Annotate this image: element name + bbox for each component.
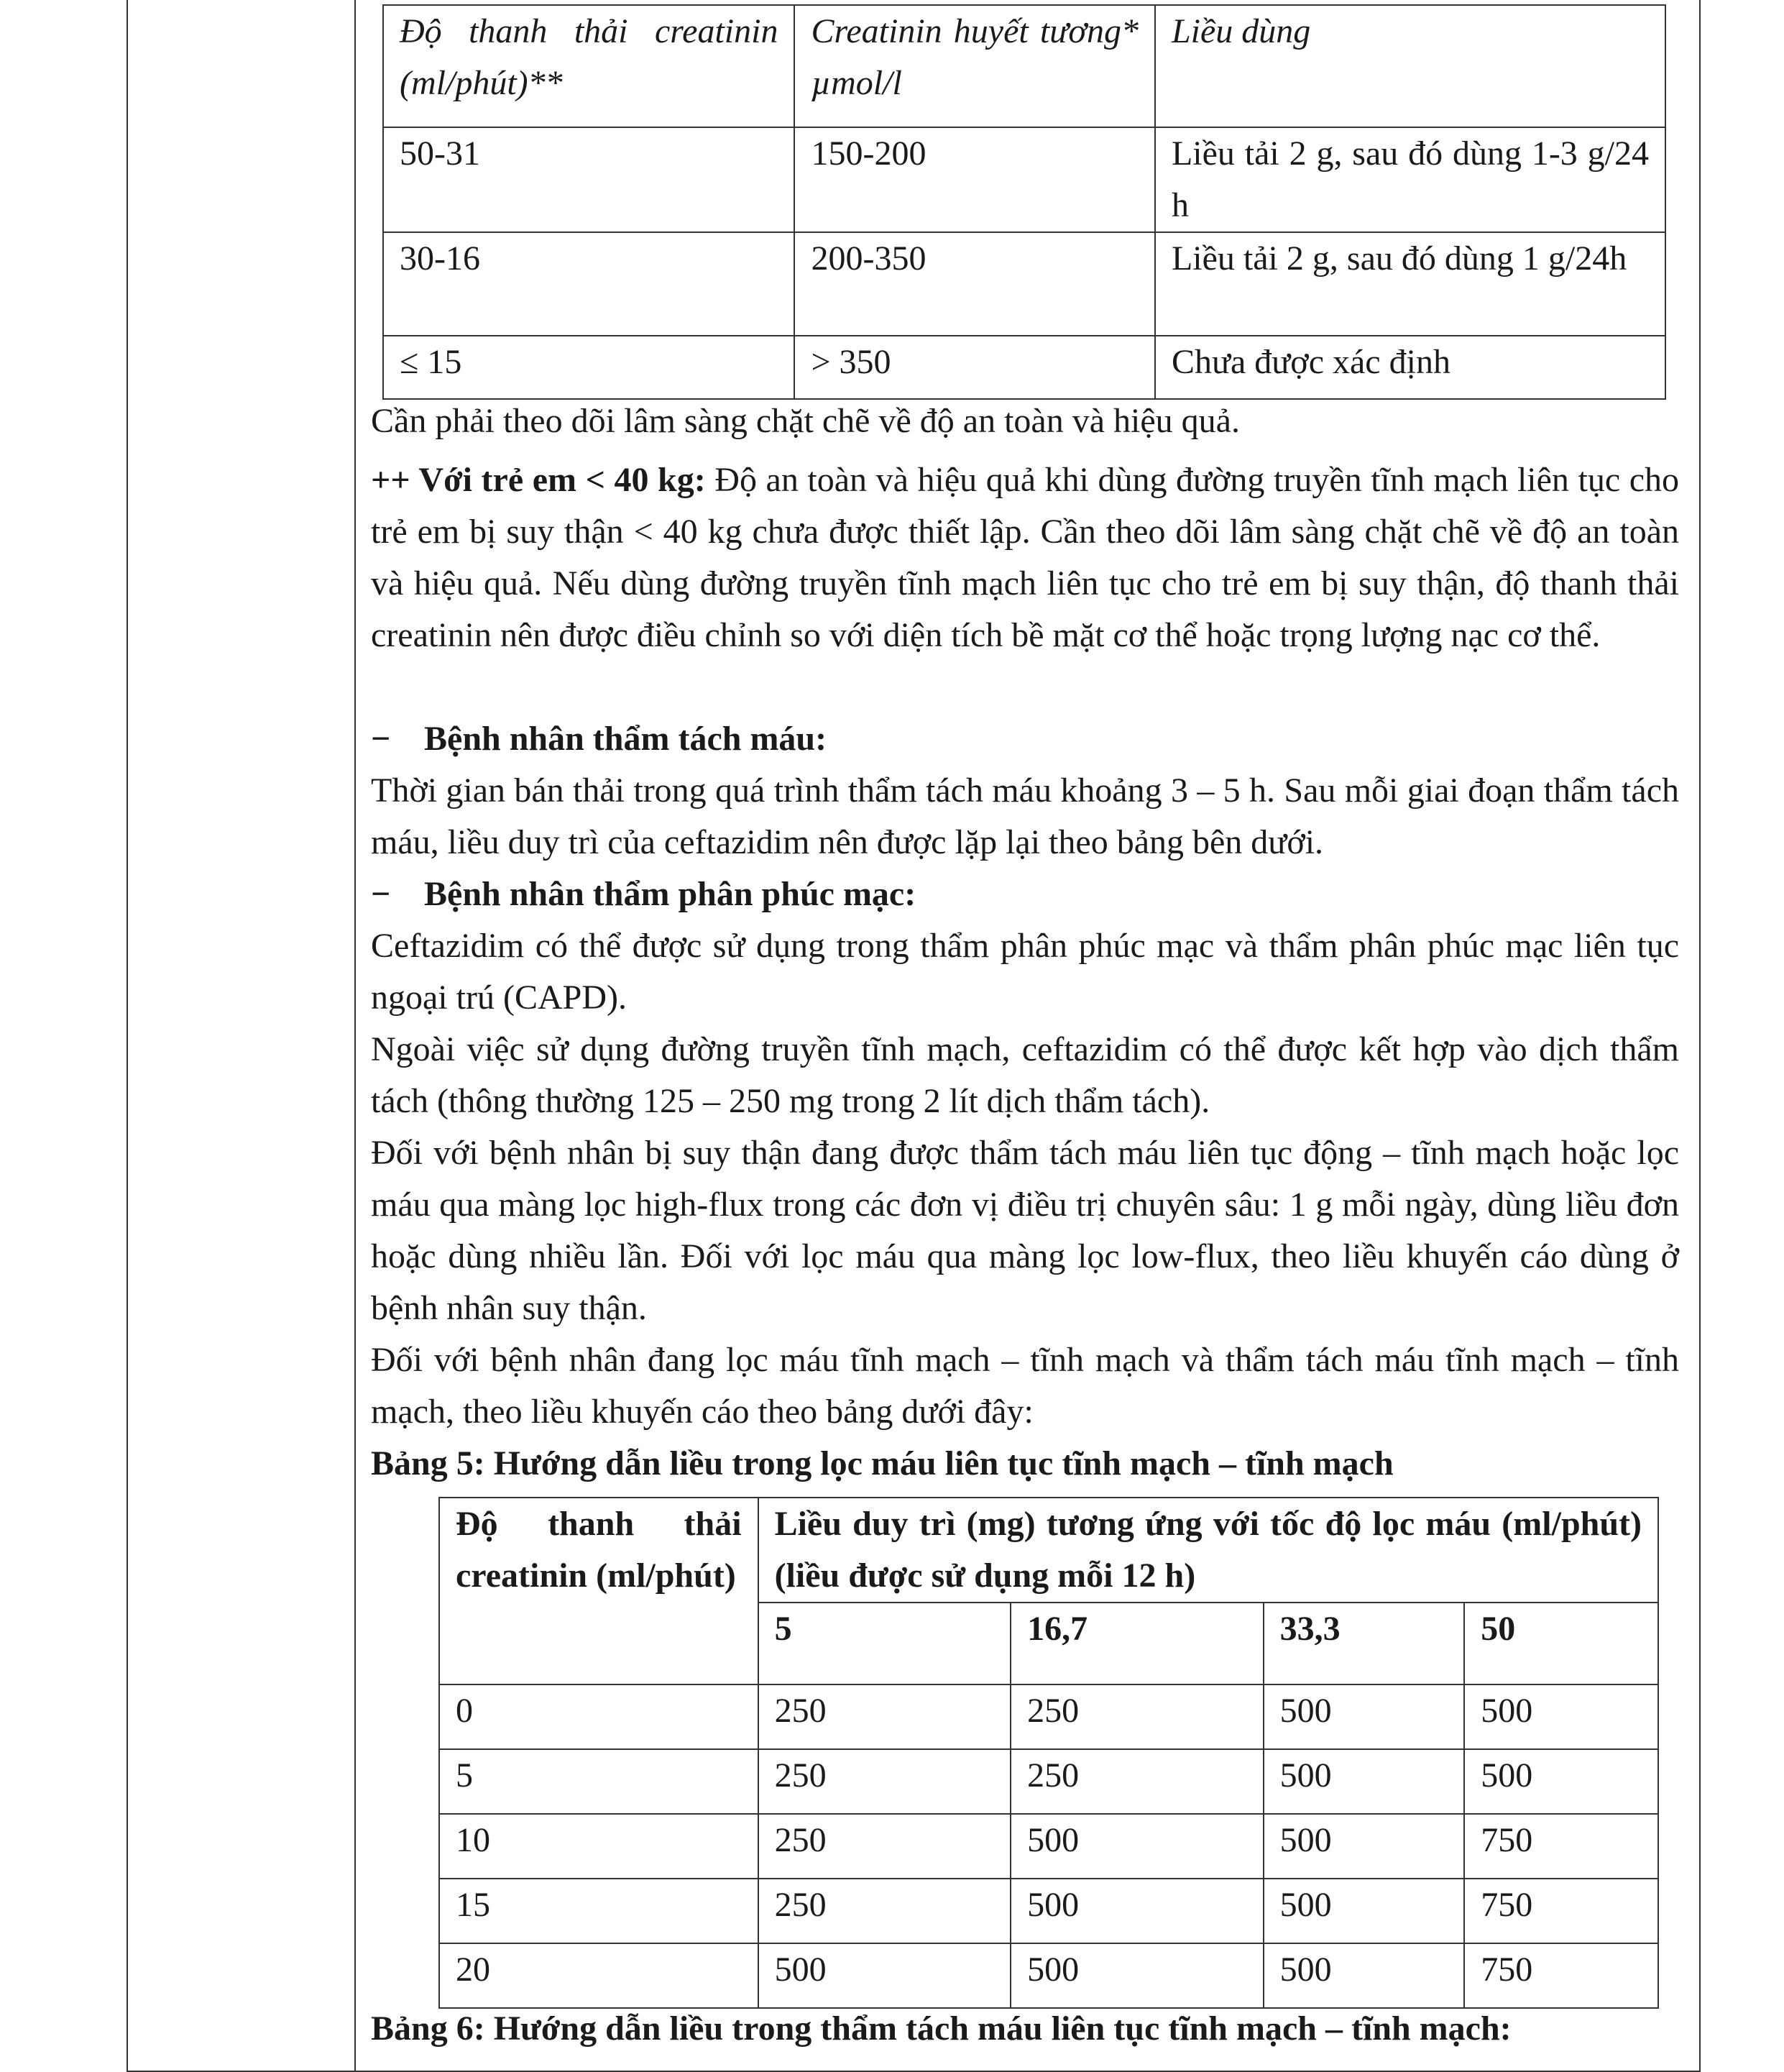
table-cell: 5 — [439, 1749, 758, 1814]
table-cell: 500 — [1264, 1879, 1465, 1943]
paragraph: Ngoài việc sử dụng đường truyền tĩnh mạch, ceftazidim có thể được kết hợp vào dịch thẩm tách (thông thường 125 – 250 mg trong 2 lít dịch thẩm tách). — [371, 1030, 1679, 1120]
table-cell: 750 — [1464, 1879, 1658, 1943]
table-cell: 500 — [758, 1943, 1011, 2008]
heading-text: Bệnh nhân thẩm tách máu: — [424, 720, 827, 758]
section-heading-hemodialysis — [371, 713, 1679, 765]
header-cell: Độ thanh thải creatinin (ml/phút)** — [383, 5, 794, 127]
header-cell: Độ thanh thải creatinin (ml/phút) — [439, 1498, 758, 1684]
paragraph-children — [371, 454, 1679, 661]
table-row — [439, 1684, 1658, 1749]
dash-bullet: − — [371, 720, 391, 758]
table-cell: Liều tải 2 g, sau đó dùng 1-3 g/24 h — [1155, 127, 1665, 232]
table-cell: 250 — [758, 1814, 1011, 1879]
table-cell: 200-350 — [794, 232, 1155, 336]
table-cell: 15 — [439, 1879, 758, 1943]
paragraph: Thời gian bán thải trong quá trình thẩm tách máu khoảng 3 – 5 h. Sau mỗi giai đoạn thẩm tách máu, liều duy trì của ceftazidim nên được lặp lại theo bảng bên dưới. — [371, 771, 1679, 861]
table-cell: 500 — [1011, 1814, 1264, 1879]
table-cell: Liều tải 2 g, sau đó dùng 1 g/24h — [1155, 232, 1665, 336]
table-cell: 500 — [1264, 1749, 1465, 1814]
table-cell: 750 — [1464, 1814, 1658, 1879]
table-row — [439, 1814, 1658, 1879]
table-row — [439, 1749, 1658, 1814]
table-cell: 500 — [1264, 1943, 1465, 2008]
heading-text: Bệnh nhân thẩm phân phúc mạc: — [424, 875, 916, 913]
header-cell: 33,3 — [1264, 1603, 1465, 1684]
table-cell: 500 — [1011, 1879, 1264, 1943]
table-cell: 500 — [1011, 1943, 1264, 2008]
dosage-table-renal — [382, 4, 1666, 400]
children-heading: ++ Với trẻ em < 40 kg: — [371, 461, 706, 499]
table-cell: 150-200 — [794, 127, 1155, 232]
table6-caption: Bảng 6: Hướng dẫn liều trong thẩm tách máu liên tục tĩnh mạch – tĩnh mạch: — [371, 2009, 1512, 2048]
paragraph: Đối với bệnh nhân bị suy thận đang được thẩm tách máu liên tục động – tĩnh mạch hoặc lọc máu qua màng lọc high-flux trong các đơn vị điều trị chuyên sâu: 1 g mỗi ngày, dùng liều đơn hoặc dùng nhiều lần. Đối với lọc máu qua màng lọc low-flux, theo liều khuyến cáo dùng ở bệnh nhân suy thận. — [371, 1134, 1679, 1327]
table-row — [383, 127, 1665, 232]
table-cell: 50-31 — [383, 127, 794, 232]
table-cell: 250 — [758, 1684, 1011, 1749]
table-cell: 20 — [439, 1943, 758, 2008]
table-cell: 250 — [758, 1749, 1011, 1814]
paragraph: Cần phải theo dõi lâm sàng chặt chẽ về độ an toàn và hiệu quả. — [371, 402, 1240, 440]
header-cell: Liều dùng — [1155, 5, 1665, 127]
header-cell: Liều duy trì (mg) tương ứng với tốc độ lọc máu (ml/phút) (liều được sử dụng mỗi 12 h) — [758, 1498, 1658, 1603]
table-row — [383, 336, 1665, 399]
table-cell: 500 — [1464, 1684, 1658, 1749]
header-cell: Creatinin huyết tương* µmol/l — [794, 5, 1155, 127]
paragraph: Đối với bệnh nhân đang lọc máu tĩnh mạch – tĩnh mạch và thẩm tách máu tĩnh mạch – tĩnh mạch, theo liều khuyến cáo theo bảng dưới đây: — [371, 1341, 1679, 1431]
paragraph: Ceftazidim có thể được sử dụng trong thẩm phân phúc mạc và thẩm phân phúc mạc liên tục ngoại trú (CAPD). — [371, 927, 1679, 1017]
dash-bullet: − — [371, 875, 391, 913]
table-cell: 500 — [1264, 1684, 1465, 1749]
table-row — [439, 1879, 1658, 1943]
table-header-row — [383, 5, 1665, 127]
children-text: Độ an toàn và hiệu quả khi dùng đường truyền tĩnh mạch liên tục cho trẻ em bị suy thận < 40 kg chưa được thiết lập. Cần theo dõi lâm sàng chặt chẽ về độ an toàn và hiệu quả. Nếu dùng đường truyền tĩnh mạch liên tục cho trẻ em bị suy thận, độ thanh thải creatinin nên được điều chỉnh so với diện tích bề mặt cơ thể hoặc trọng lượng nạc cơ thể. — [371, 461, 1679, 654]
table-row — [383, 232, 1665, 336]
table-header-row — [439, 1498, 1658, 1603]
table-cell: 10 — [439, 1814, 758, 1879]
table-row — [439, 1943, 1658, 2008]
header-cell: 16,7 — [1011, 1603, 1264, 1684]
section-heading-peritoneal — [371, 868, 1679, 920]
header-cell: 5 — [758, 1603, 1011, 1684]
table-cell: Chưa được xác định — [1155, 336, 1665, 399]
table-cell: 30-16 — [383, 232, 794, 336]
header-cell: 50 — [1464, 1603, 1658, 1684]
table-cell: ≤ 15 — [383, 336, 794, 399]
table-cell: 250 — [758, 1879, 1011, 1943]
table-cell: 0 — [439, 1684, 758, 1749]
table-cell: 500 — [1464, 1749, 1658, 1814]
table5-caption: Bảng 5: Hướng dẫn liều trong lọc máu liên tục tĩnh mạch – tĩnh mạch — [371, 1444, 1394, 1482]
dosage-table-hemofiltration — [438, 1497, 1659, 2009]
table-cell: 750 — [1464, 1943, 1658, 2008]
table-cell: 500 — [1264, 1814, 1465, 1879]
table-cell: 250 — [1011, 1749, 1264, 1814]
table-cell: > 350 — [794, 336, 1155, 399]
column-divider — [354, 0, 356, 2072]
table-cell: 250 — [1011, 1684, 1264, 1749]
